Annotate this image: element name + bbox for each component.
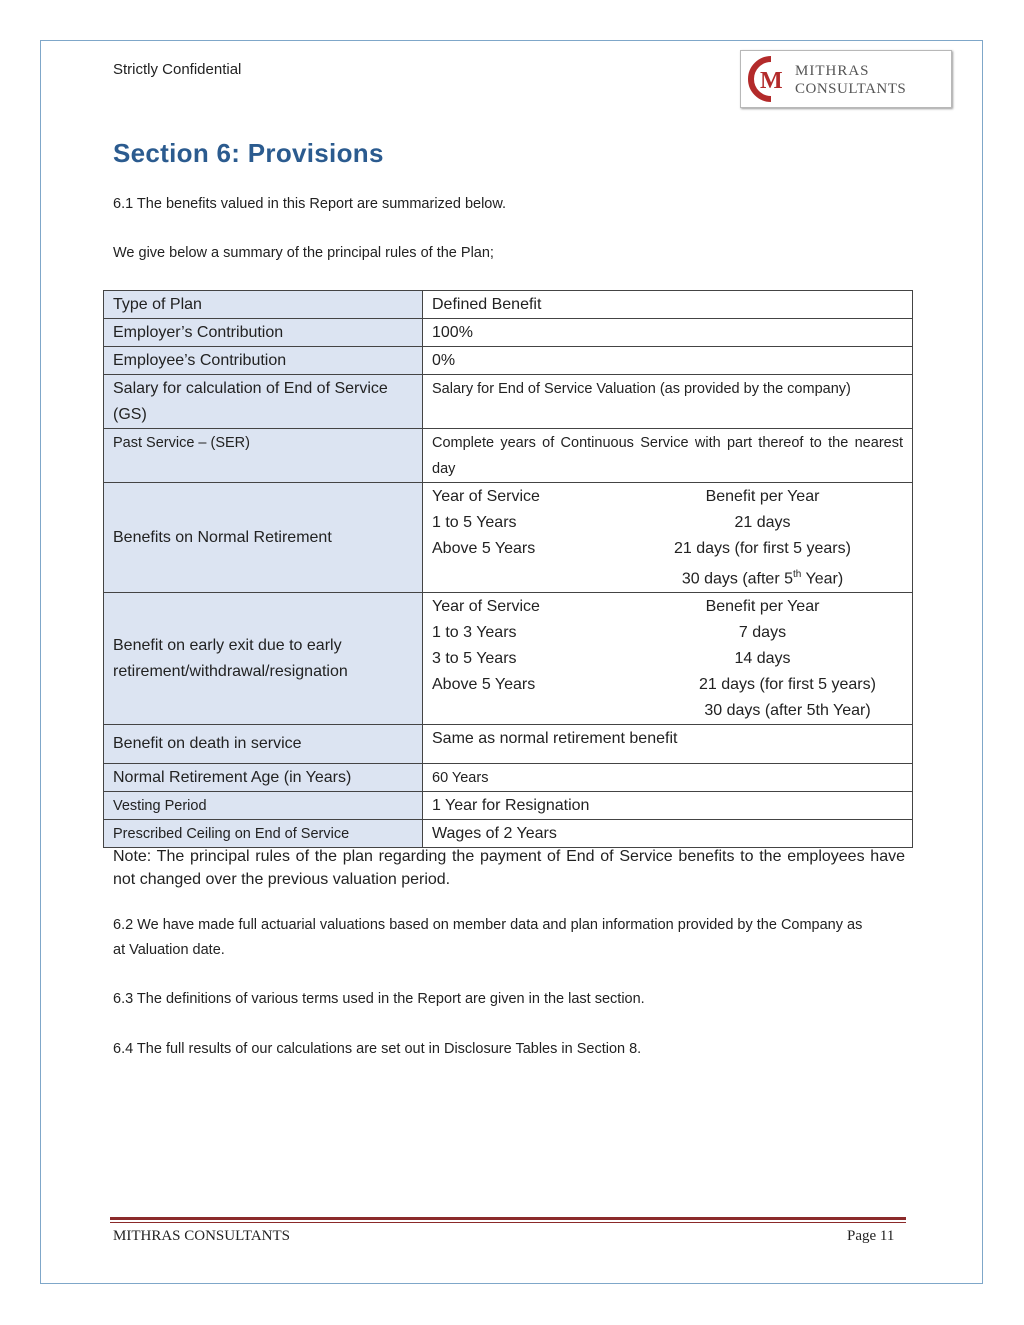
logo-graphic — [741, 51, 951, 107]
table-row — [104, 820, 913, 848]
table-row — [104, 764, 913, 792]
early-exit-schedule — [432, 594, 903, 724]
table-row — [104, 375, 913, 429]
label-salary: Salary for calculation of End of Service (GS) — [104, 375, 423, 429]
footer-company: MITHRAS CONSULTANTS — [113, 1228, 291, 1244]
value-type-of-plan: Defined Benefit — [423, 291, 913, 319]
label-retirement-age: Normal Retirement Age (in Years) — [104, 764, 423, 792]
table-row — [104, 291, 913, 319]
value-past-service: Complete years of Continuous Service with part thereof to the nearest day — [423, 429, 913, 483]
paragraph-6-2: 6.2 We have made full actuarial valuations based on member data and plan information provided by the Company as at Valuation date. — [113, 917, 863, 958]
value-salary: Salary for End of Service Valuation (as provided by the company) — [423, 375, 913, 429]
value-employee-contribution: 0% — [423, 347, 913, 375]
schedule-benefit: 21 days — [734, 514, 791, 531]
intro-paragraph-2: We give below a summary of the principal rules of the Plan; — [113, 245, 494, 261]
schedule-benefit: 21 days (for first 5 years) — [699, 676, 876, 694]
schedule-empty — [432, 698, 622, 724]
label-early-exit: Benefit on early exit due to early retirement/withdrawal/resignation — [104, 593, 423, 725]
table-row — [104, 483, 913, 593]
footer-rule-thin — [110, 1222, 906, 1223]
paragraph-6-3: 6.3 The definitions of various terms used in the Report are given in the last section. — [113, 991, 645, 1007]
label-employer-contribution: Employer’s Contribution — [104, 319, 423, 347]
table-row — [104, 593, 913, 725]
value-normal-retirement — [423, 483, 913, 593]
intro-paragraph-1: 6.1 The benefits valued in this Report are summarized below. — [113, 196, 507, 212]
logo-m-glyph: M — [760, 68, 783, 94]
label-employee-contribution: Employee’s Contribution — [104, 347, 423, 375]
page-number: Page 11 — [847, 1228, 895, 1244]
paragraph-6-4: 6.4 The full results of our calculations are set out in Disclosure Tables in Section 8. — [113, 1041, 642, 1057]
value-early-exit — [423, 593, 913, 725]
label-death-in-service: Benefit on death in service — [104, 725, 423, 764]
logo-text-line2: CONSULTANTS — [795, 81, 907, 97]
label-normal-retirement: Benefits on Normal Retirement — [104, 483, 423, 593]
schedule-benefit: 21 days (for first 5 years) — [674, 540, 851, 557]
schedule-benefit: 30 days (after 5th Year) — [704, 702, 871, 720]
section-title: Section 6: Provisions — [113, 138, 384, 168]
confidential-label: Strictly Confidential — [113, 61, 242, 78]
table-row — [104, 725, 913, 764]
value-employer-contribution: 100% — [423, 319, 913, 347]
plan-rules-table — [103, 290, 913, 848]
schedule-benefit-text: 30 days (after 5 — [681, 570, 793, 588]
schedule-years: 1 to 5 Years — [432, 514, 517, 531]
schedule-years: 3 to 5 Years — [432, 650, 517, 668]
schedule-benefit — [622, 562, 903, 592]
value-retirement-age: 60 Years — [423, 764, 913, 792]
normal-retirement-schedule — [432, 484, 903, 592]
schedule-years: Above 5 Years — [432, 540, 536, 557]
schedule-benefit-text: Year) — [801, 570, 844, 588]
schedule-header-years: Year of Service — [432, 598, 540, 616]
schedule-header-benefit: Benefit per Year — [705, 598, 820, 616]
table-row — [104, 792, 913, 820]
label-type-of-plan: Type of Plan — [104, 291, 423, 319]
note-paragraph: Note: The principal rules of the plan regarding the payment of End of Service benefits to the employees have not changed over the previous valuation period. — [113, 848, 905, 888]
schedule-years: Above 5 Years — [432, 676, 536, 694]
table-row — [104, 347, 913, 375]
logo-text-line1: MITHRAS — [795, 63, 870, 79]
company-logo — [740, 50, 952, 108]
schedule-benefit: 14 days — [734, 650, 791, 668]
value-death-in-service: Same as normal retirement benefit — [423, 725, 913, 764]
schedule-years: 1 to 3 Years — [432, 624, 517, 642]
schedule-empty — [432, 562, 622, 592]
table-row — [104, 319, 913, 347]
schedule-header-years: Year of Service — [432, 488, 540, 505]
label-past-service: Past Service – (SER) — [104, 429, 423, 483]
value-vesting-period: 1 Year for Resignation — [423, 792, 913, 820]
label-vesting-period: Vesting Period — [104, 792, 423, 820]
ordinal-suffix: th — [793, 569, 802, 580]
schedule-header-benefit: Benefit per Year — [705, 488, 820, 505]
schedule-benefit: 7 days — [738, 624, 787, 642]
footer-rule — [110, 1217, 906, 1220]
label-prescribed-ceiling: Prescribed Ceiling on End of Service — [104, 820, 423, 848]
table-row — [104, 429, 913, 483]
value-prescribed-ceiling: Wages of 2 Years — [423, 820, 913, 848]
